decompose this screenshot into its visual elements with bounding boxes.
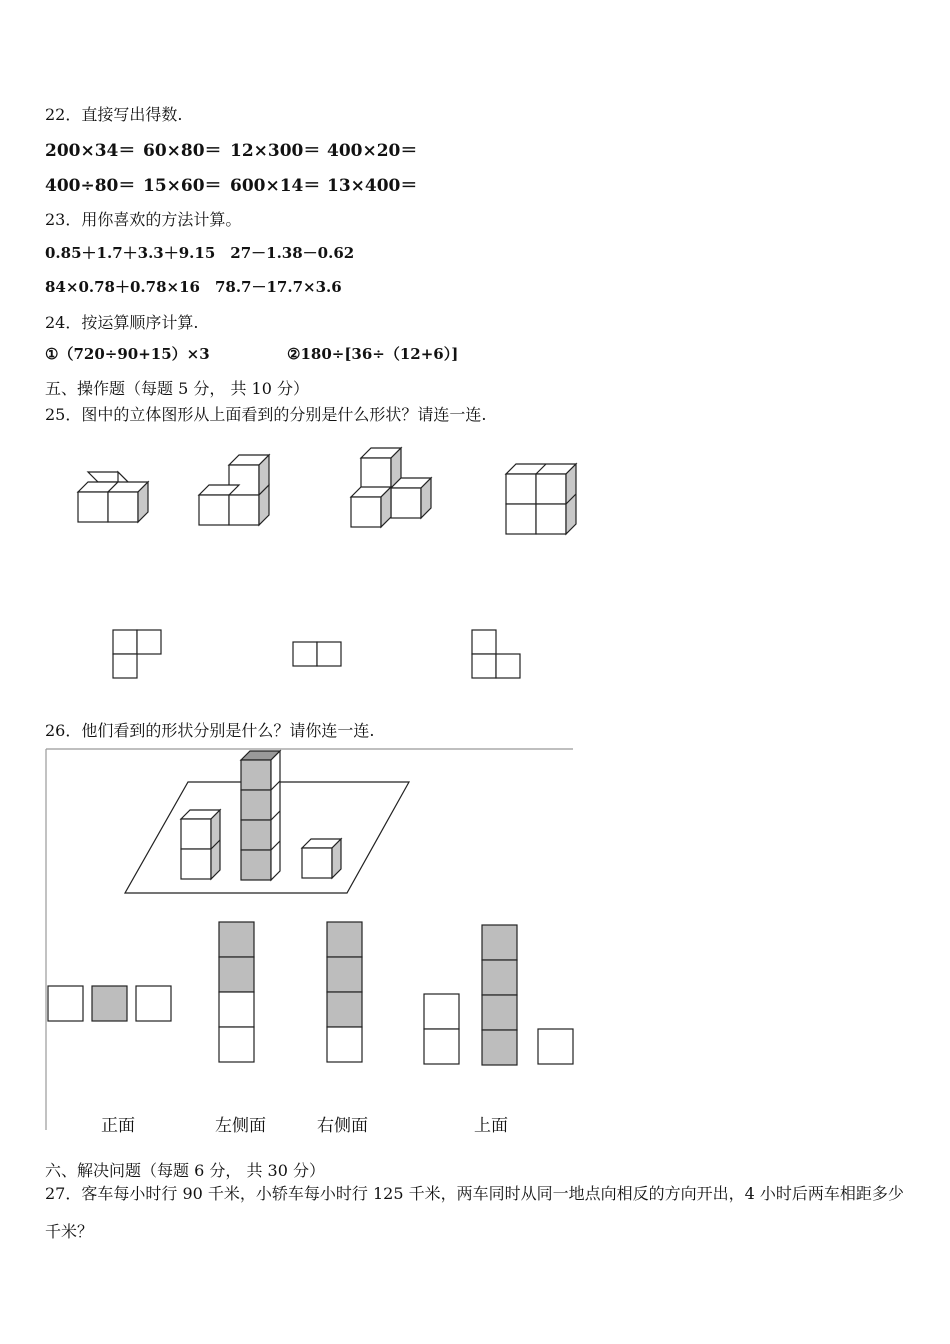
- q24-item1: ①（720÷90+15）×3: [45, 345, 210, 363]
- q26-view-option-2: [219, 922, 254, 1062]
- section6-title: 六、解决问题（每题 6 分， 共 30 分）: [45, 1161, 325, 1180]
- q22-r1-c3: 12×300＝: [230, 141, 321, 161]
- q26-view-option-3: [327, 922, 362, 1062]
- q23-line1: 0.85＋1.7＋3.3＋9.15 27－1.38－0.62: [45, 244, 355, 262]
- q22-r2-c4: 13×400＝: [327, 176, 418, 196]
- q26-view-option-1: [48, 986, 171, 1021]
- q22-r2-c3: 600×14＝: [230, 176, 321, 196]
- q26-label-right-side: 右侧面: [317, 1116, 368, 1136]
- q23-line2: 84×0.78＋0.78×16 78.7－17.7×3.6: [45, 278, 342, 296]
- q26-label-top: 上面: [474, 1116, 508, 1136]
- q22-r2-c2: 15×60＝: [143, 176, 222, 196]
- q26-stack-right: [302, 839, 341, 878]
- q26-title: 26．他们看到的形状分别是什么？请你连一连.: [45, 721, 375, 740]
- q24-title: 24．按运算顺序计算.: [45, 313, 199, 332]
- q25-title: 25．图中的立体图形从上面看到的分别是什么形状？请连一连.: [45, 405, 487, 424]
- q26-label-left-side: 左侧面: [215, 1116, 266, 1136]
- q22-title: 22．直接写出得数.: [45, 105, 183, 124]
- section5-title: 五、操作题（每题 5 分， 共 10 分）: [45, 379, 309, 398]
- q27-text: 27．客车每小时行 90 千米，小轿车每小时行 125 千米，两车同时从同一地点向相反的方向开出，4 小时后两车相距多少千米？: [45, 1184, 904, 1241]
- q22-r2-c1: 400÷80＝: [45, 176, 136, 196]
- q26-label-front: 正面: [101, 1116, 135, 1136]
- q22-r1-c2: 60×80＝: [143, 141, 222, 161]
- q26-stack-middle: [241, 751, 280, 880]
- q26-view-option-4: [424, 925, 573, 1065]
- q22-r1-c4: 400×20＝: [327, 141, 418, 161]
- q26-stack-left: [181, 810, 220, 879]
- q24-item2: ②180÷[36÷（12+6）]: [287, 345, 459, 363]
- q22-r1-c1: 200×34＝: [45, 141, 136, 161]
- q23-title: 23．用你喜欢的方法计算。: [45, 210, 242, 229]
